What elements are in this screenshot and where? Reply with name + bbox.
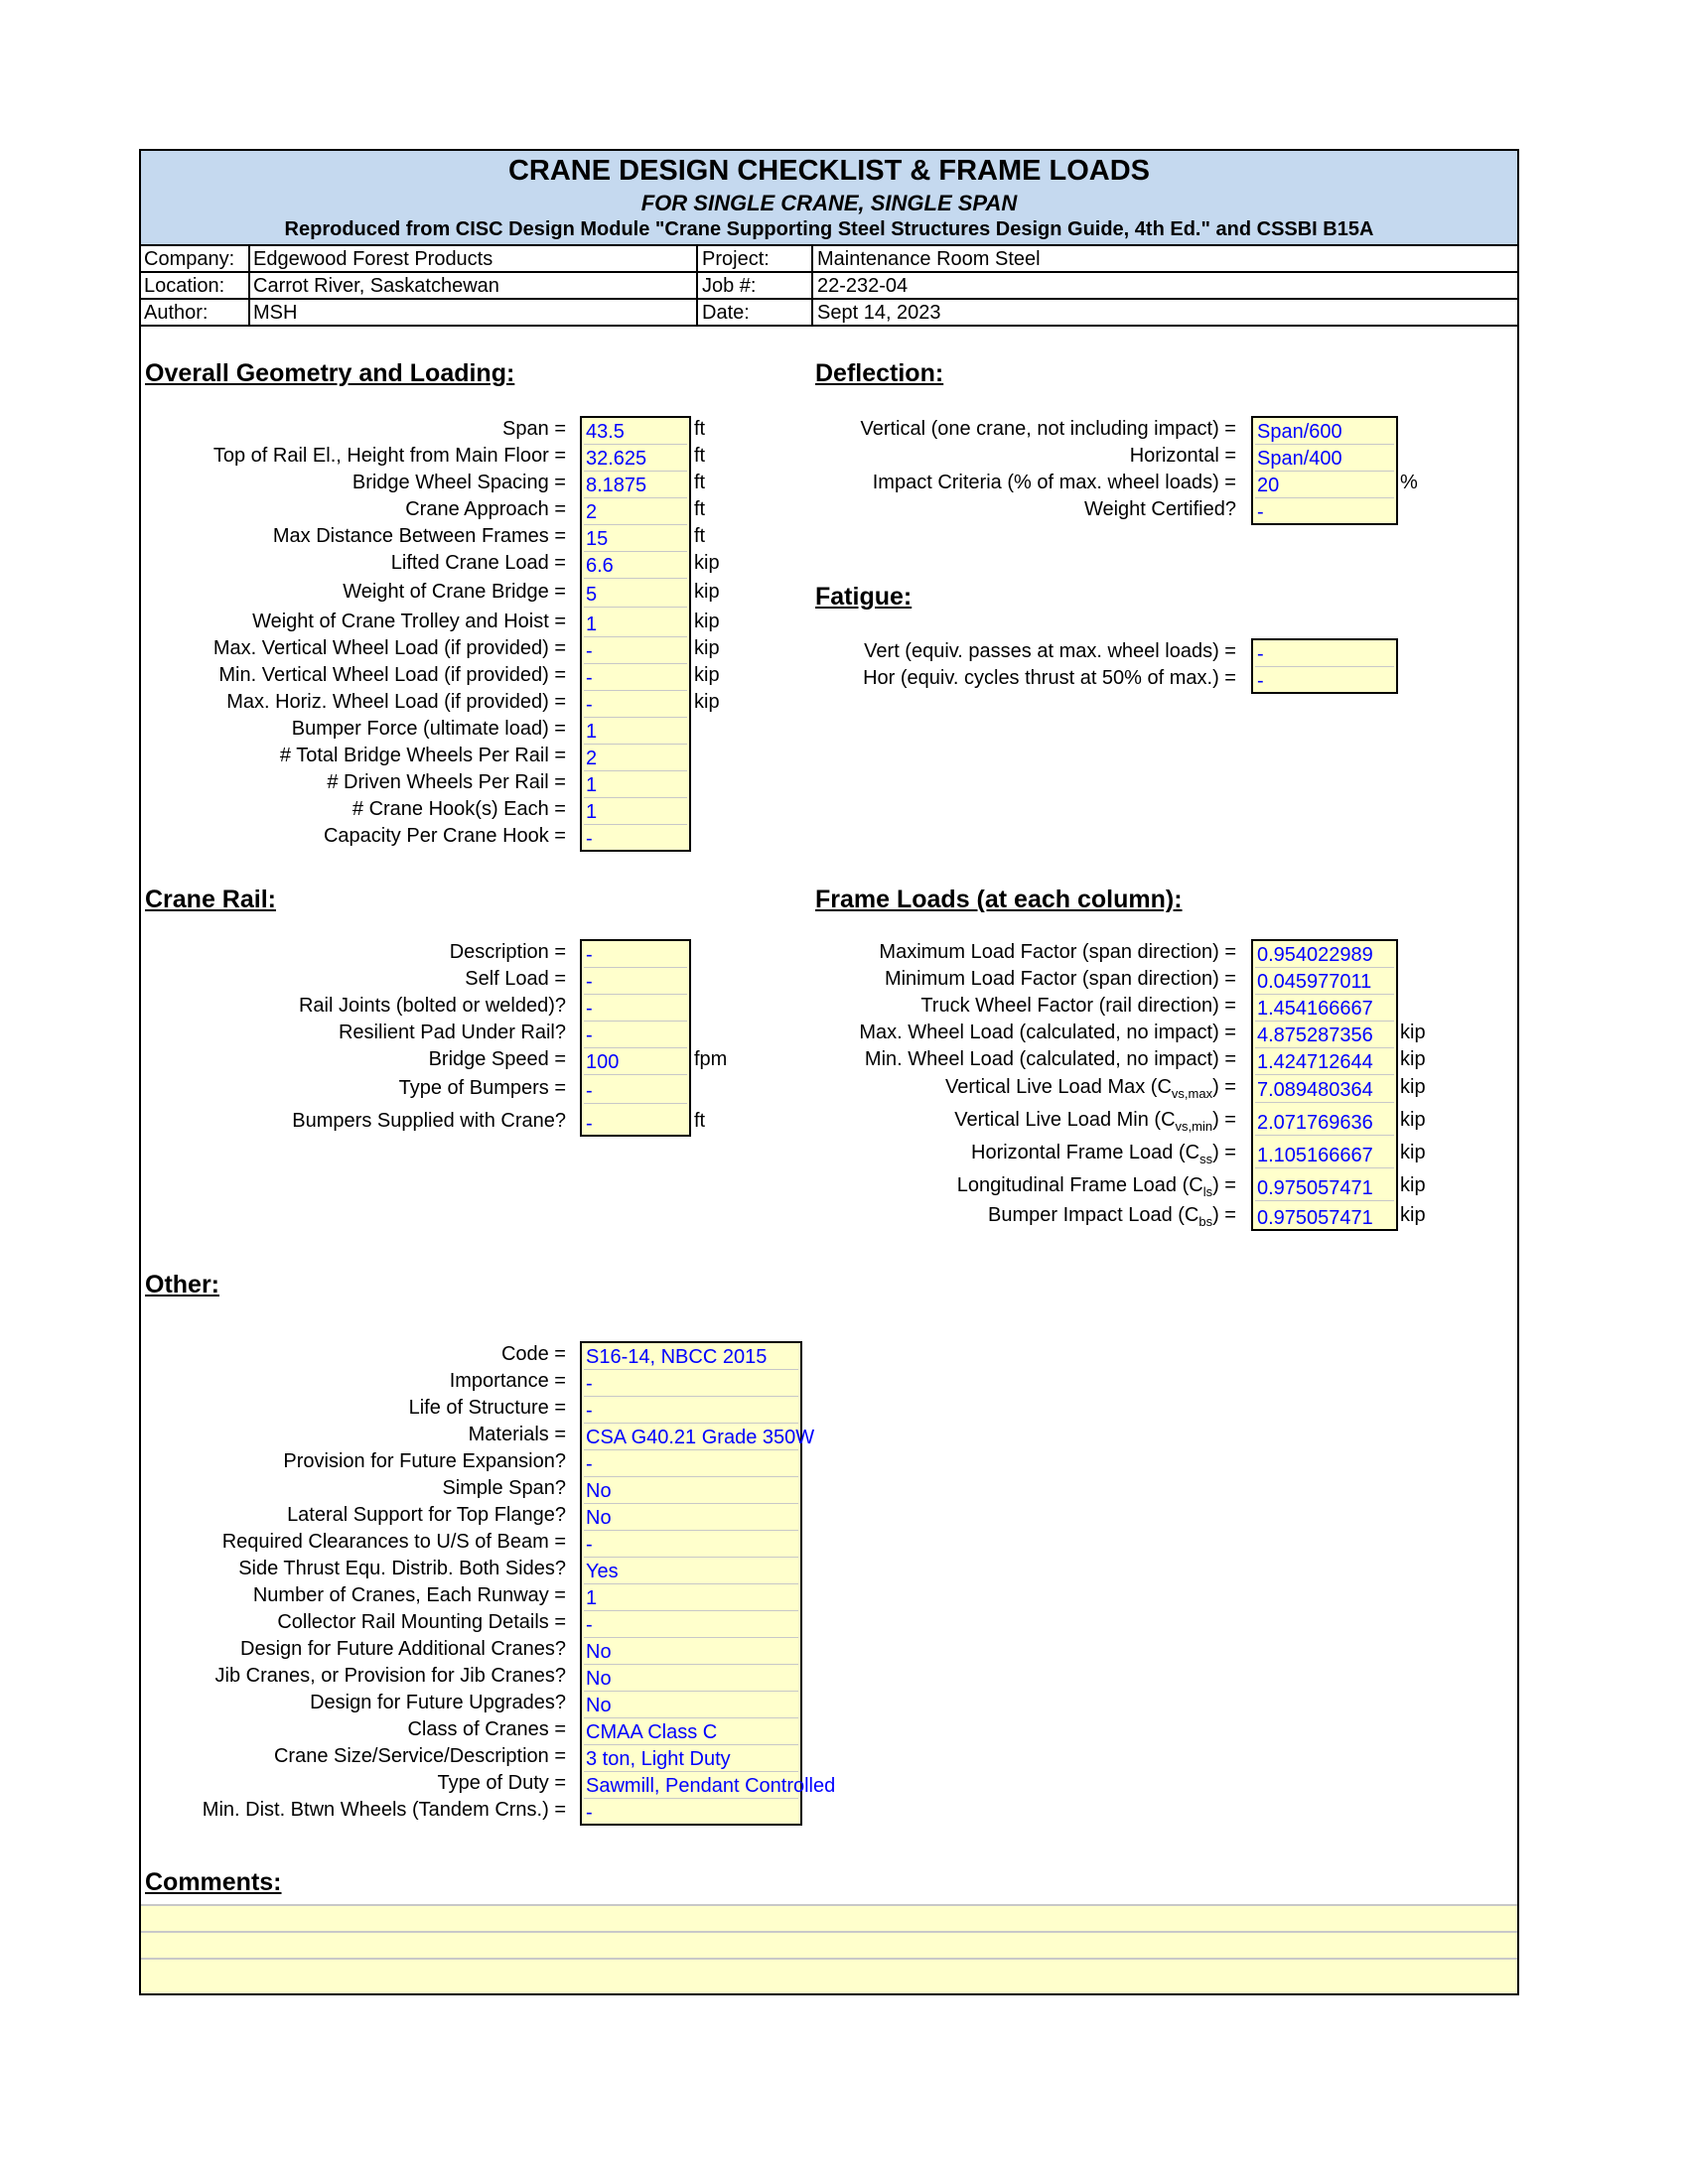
rail-heading: Crane Rail:	[145, 886, 276, 913]
other-value-field[interactable]: No	[584, 1667, 798, 1692]
sheet-source: Reproduced from CISC Design Module "Crane Supporting Steel Structures Design Guide, 4th Ed." and CSSBI B15A	[284, 218, 1374, 240]
other-label: Lateral Support for Top Flange?	[287, 1504, 566, 1526]
comment-line[interactable]	[141, 1931, 1517, 1958]
geometry-label: # Driven Wheels Per Rail =	[327, 771, 566, 793]
company-value[interactable]: Edgewood Forest Products	[253, 248, 493, 270]
geometry-unit: ft	[694, 525, 706, 547]
sheet-header	[141, 151, 1517, 246]
frame-label: Max. Wheel Load (calculated, no impact) =	[859, 1022, 1236, 1043]
geometry-unit: kip	[694, 552, 720, 574]
frame-label-suffix: ) =	[1212, 1109, 1236, 1131]
geometry-unit: ft	[694, 498, 706, 520]
other-heading: Other:	[145, 1271, 219, 1298]
other-value-field[interactable]: No	[584, 1694, 798, 1718]
other-value-field[interactable]: CMAA Class C	[584, 1720, 798, 1745]
rail-label: Resilient Pad Under Rail?	[338, 1022, 566, 1043]
geometry-unit: kip	[694, 581, 720, 603]
geometry-value-field[interactable]: 32.625	[584, 447, 687, 472]
frame-label	[988, 1204, 1236, 1229]
frame-input-column	[1251, 939, 1398, 1231]
other-value-field[interactable]: CSA G40.21 Grade 350W	[586, 1427, 815, 1448]
geometry-label: Weight of Crane Trolley and Hoist =	[252, 611, 566, 632]
geometry-value-field[interactable]: 8.1875	[584, 474, 687, 498]
frame-unit: kip	[1400, 1109, 1426, 1131]
frame-label: Minimum Load Factor (span direction) =	[884, 968, 1236, 990]
frame-label-subscript: bs	[1198, 1214, 1213, 1229]
frame-label	[957, 1174, 1236, 1199]
fatigue-label: Hor (equiv. cycles thrust at 50% of max.) =	[863, 667, 1236, 689]
frame-label	[954, 1109, 1236, 1134]
checklist-sheet	[139, 149, 1519, 1995]
other-value-field[interactable]: S16-14, NBCC 2015	[584, 1345, 798, 1370]
other-label: Number of Cranes, Each Runway =	[252, 1584, 566, 1606]
frame-label-subscript: vs,min	[1175, 1119, 1213, 1134]
geometry-label: Max Distance Between Frames =	[272, 525, 566, 547]
frame-label-text: Longitudinal Frame Load (C	[956, 1174, 1203, 1196]
geometry-label: Crane Approach =	[405, 498, 566, 520]
geometry-unit: kip	[694, 691, 720, 713]
frame-label: Maximum Load Factor (span direction) =	[879, 941, 1236, 963]
job-value[interactable]: 22-232-04	[817, 275, 909, 297]
frame-unit: kip	[1400, 1076, 1426, 1098]
frame-heading: Frame Loads (at each column):	[815, 886, 1183, 913]
job-label: Job #:	[702, 275, 757, 297]
geometry-value-field[interactable]: 1	[584, 720, 687, 745]
frame-label-text: Vertical Live Load Max (C	[945, 1076, 1172, 1098]
other-label: Required Clearances to U/S of Beam =	[221, 1531, 566, 1553]
other-value-field[interactable]: No	[584, 1640, 798, 1665]
location-label: Location:	[144, 275, 225, 297]
other-input-column	[580, 1341, 836, 1826]
other-value-field[interactable]: -	[584, 1452, 798, 1477]
frame-value-field[interactable]: 0.045977011	[1255, 970, 1394, 995]
geometry-value-field[interactable]: 43.5	[584, 420, 687, 445]
geometry-unit: kip	[694, 611, 720, 632]
deflection-input-column	[1251, 416, 1398, 525]
other-label: Min. Dist. Btwn Wheels (Tandem Crns.) =	[202, 1799, 566, 1821]
date-value[interactable]: Sept 14, 2023	[817, 302, 941, 324]
frame-value-field[interactable]: 7.089480364	[1255, 1078, 1394, 1103]
geometry-label: Weight of Crane Bridge =	[343, 581, 566, 603]
frame-label-suffix: ) =	[1212, 1142, 1236, 1163]
comments-heading: Comments:	[145, 1868, 282, 1896]
project-label: Project:	[702, 248, 770, 270]
frame-label-subscript: vs,max	[1171, 1086, 1213, 1101]
geometry-label: Max. Vertical Wheel Load (if provided) =	[212, 637, 566, 659]
other-label: Crane Size/Service/Description =	[273, 1745, 566, 1767]
geometry-value-field[interactable]: 2	[584, 500, 687, 525]
rail-unit: fpm	[694, 1048, 728, 1070]
fatigue-input-column	[1251, 638, 1398, 694]
deflection-unit: %	[1400, 472, 1418, 493]
sheet-title: CRANE DESIGN CHECKLIST & FRAME LOADS	[507, 155, 1151, 187]
rail-input-column	[580, 939, 691, 1137]
geometry-unit: ft	[694, 445, 706, 467]
frame-label-text: Bumper Impact Load (C	[988, 1204, 1199, 1226]
geometry-value-field[interactable]: 1	[584, 613, 687, 637]
company-label: Company:	[144, 248, 235, 270]
other-label: Collector Rail Mounting Details =	[277, 1611, 566, 1633]
project-value[interactable]: Maintenance Room Steel	[817, 248, 1041, 270]
frame-label: Truck Wheel Factor (rail direction) =	[920, 995, 1236, 1017]
geometry-label: Top of Rail El., Height from Main Floor =	[212, 445, 566, 467]
sheet-subtitle: FOR SINGLE CRANE, SINGLE SPAN	[640, 191, 1018, 215]
geometry-value-field[interactable]: 6.6	[584, 554, 687, 579]
frame-value-field[interactable]: 0.954022989	[1255, 943, 1394, 968]
comment-line[interactable]	[141, 1958, 1517, 1993]
geometry-label: Span =	[502, 418, 566, 440]
frame-unit: kip	[1400, 1174, 1426, 1196]
other-value-field[interactable]: No	[584, 1506, 798, 1531]
frame-label-suffix: ) =	[1212, 1204, 1236, 1226]
other-label: Provision for Future Expansion?	[283, 1450, 566, 1472]
frame-label-subscript: ss	[1199, 1152, 1213, 1166]
geometry-value-field[interactable]: -	[584, 666, 687, 691]
deflection-value-field[interactable]: Span/400	[1255, 447, 1394, 472]
geometry-label: # Crane Hook(s) Each =	[352, 798, 566, 820]
other-value-field[interactable]: -	[584, 1613, 798, 1638]
frame-unit: kip	[1400, 1048, 1426, 1070]
rail-value-field[interactable]: 100	[584, 1050, 687, 1075]
geometry-value-field[interactable]: 2	[584, 747, 687, 771]
info-divider	[696, 246, 698, 327]
other-value-field[interactable]: -	[584, 1399, 798, 1424]
fatigue-value-field[interactable]: -	[1257, 670, 1264, 692]
other-label: Jib Cranes, or Provision for Jib Cranes?	[214, 1665, 566, 1687]
geometry-unit: ft	[694, 472, 706, 493]
rail-label: Bumpers Supplied with Crane?	[292, 1110, 566, 1132]
frame-label	[945, 1076, 1236, 1101]
rail-value-field[interactable]: -	[584, 1024, 687, 1048]
other-label: Class of Cranes =	[407, 1718, 566, 1740]
frame-label-text: Vertical Live Load Min (C	[954, 1109, 1176, 1131]
info-row-author	[141, 300, 1517, 327]
other-value-field[interactable]: Yes	[584, 1560, 798, 1584]
rail-label: Self Load =	[465, 968, 566, 990]
geometry-label: Max. Horiz. Wheel Load (if provided) =	[226, 691, 566, 713]
rail-value-field[interactable]: -	[584, 1079, 687, 1104]
fatigue-value-field[interactable]: -	[1255, 642, 1394, 667]
rail-unit: ft	[694, 1110, 706, 1132]
rail-label: Rail Joints (bolted or welded)?	[298, 995, 566, 1017]
deflection-label: Weight Certified?	[1083, 498, 1236, 520]
info-row-company	[141, 246, 1517, 273]
other-value-field[interactable]: -	[586, 1802, 593, 1824]
frame-label-subscript: ls	[1202, 1184, 1213, 1199]
geometry-value-field[interactable]: 15	[584, 527, 687, 552]
fatigue-heading: Fatigue:	[815, 583, 913, 611]
geometry-input-column	[580, 416, 691, 852]
other-value-field[interactable]: No	[584, 1479, 798, 1504]
other-value-field[interactable]: -	[584, 1533, 798, 1558]
deflection-heading: Deflection:	[815, 359, 944, 387]
other-label: Code =	[500, 1343, 566, 1365]
author-value[interactable]: MSH	[253, 302, 298, 324]
geometry-heading: Overall Geometry and Loading:	[145, 359, 515, 387]
comment-line[interactable]	[141, 1904, 1517, 1931]
frame-label-text: Horizontal Frame Load (C	[971, 1142, 1200, 1163]
geometry-label: Lifted Crane Load =	[390, 552, 566, 574]
deflection-value-field[interactable]: Span/600	[1255, 420, 1394, 445]
author-label: Author:	[144, 302, 209, 324]
location-value[interactable]: Carrot River, Saskatchewan	[253, 275, 499, 297]
frame-label-suffix: ) =	[1212, 1174, 1236, 1196]
frame-value-field[interactable]: 0.975057471	[1257, 1207, 1373, 1229]
other-label: Design for Future Additional Cranes?	[240, 1638, 566, 1660]
info-row-location	[141, 273, 1517, 300]
rail-value-field[interactable]: -	[584, 997, 687, 1022]
frame-value-field[interactable]: 0.975057471	[1255, 1176, 1394, 1201]
frame-unit: kip	[1400, 1022, 1426, 1043]
frame-label	[971, 1142, 1236, 1166]
geometry-value-field[interactable]: 5	[584, 583, 687, 608]
frame-value-field[interactable]: 1.105166667	[1255, 1144, 1394, 1168]
frame-unit: kip	[1400, 1204, 1426, 1226]
other-label: Importance =	[449, 1370, 566, 1392]
other-label: Simple Span?	[442, 1477, 566, 1499]
other-value-field[interactable]: 1	[584, 1586, 798, 1611]
geometry-label: Min. Vertical Wheel Load (if provided) =	[218, 664, 566, 686]
deflection-label: Horizontal =	[1129, 445, 1236, 467]
other-label: Side Thrust Equ. Distrib. Both Sides?	[238, 1558, 566, 1579]
frame-value-field[interactable]: 1.424712644	[1255, 1050, 1394, 1075]
info-divider	[811, 246, 813, 327]
frame-value-field[interactable]: 1.454166667	[1255, 997, 1394, 1022]
other-value-field[interactable]: Sawmill, Pendant Controlled	[586, 1775, 836, 1797]
geometry-value-field[interactable]: -	[584, 639, 687, 664]
geometry-value-field[interactable]: -	[584, 693, 687, 718]
geometry-label: Capacity Per Crane Hook =	[323, 825, 566, 847]
frame-value-field[interactable]: 2.071769636	[1255, 1111, 1394, 1136]
geometry-value-field[interactable]: 1	[584, 800, 687, 825]
rail-label: Description =	[449, 941, 566, 963]
geometry-label: Bumper Force (ultimate load) =	[291, 718, 566, 740]
other-label: Materials =	[468, 1424, 566, 1445]
geometry-unit: kip	[694, 637, 720, 659]
geometry-value-field[interactable]: 1	[584, 773, 687, 798]
rail-value-field[interactable]: -	[584, 943, 687, 968]
other-label: Life of Structure =	[408, 1397, 566, 1419]
deflection-value-field[interactable]: 20	[1255, 474, 1394, 498]
rail-value-field[interactable]: -	[586, 1113, 593, 1135]
rail-value-field[interactable]: -	[584, 970, 687, 995]
date-label: Date:	[702, 302, 750, 324]
other-label: Design for Future Upgrades?	[310, 1692, 566, 1713]
geometry-label: # Total Bridge Wheels Per Rail =	[279, 745, 566, 766]
frame-unit: kip	[1400, 1142, 1426, 1163]
frame-label-suffix: ) =	[1212, 1076, 1236, 1098]
rail-label: Type of Bumpers =	[398, 1077, 566, 1099]
frame-value-field[interactable]: 4.875287356	[1255, 1024, 1394, 1048]
fatigue-label: Vert (equiv. passes at max. wheel loads) =	[864, 640, 1236, 662]
other-label: Type of Duty =	[437, 1772, 566, 1794]
geometry-unit: kip	[694, 664, 720, 686]
frame-label: Min. Wheel Load (calculated, no impact) =	[864, 1048, 1236, 1070]
rail-label: Bridge Speed =	[428, 1048, 566, 1070]
deflection-value-field[interactable]: -	[1257, 501, 1264, 523]
deflection-label: Impact Criteria (% of max. wheel loads) =	[872, 472, 1236, 493]
info-divider	[248, 246, 250, 327]
geometry-label: Bridge Wheel Spacing =	[352, 472, 566, 493]
deflection-label: Vertical (one crane, not including impact) =	[860, 418, 1236, 440]
other-value-field[interactable]: 3 ton, Light Duty	[584, 1747, 798, 1772]
geometry-unit: ft	[694, 418, 706, 440]
geometry-value-field[interactable]: -	[586, 828, 593, 850]
other-value-field[interactable]: -	[584, 1372, 798, 1397]
